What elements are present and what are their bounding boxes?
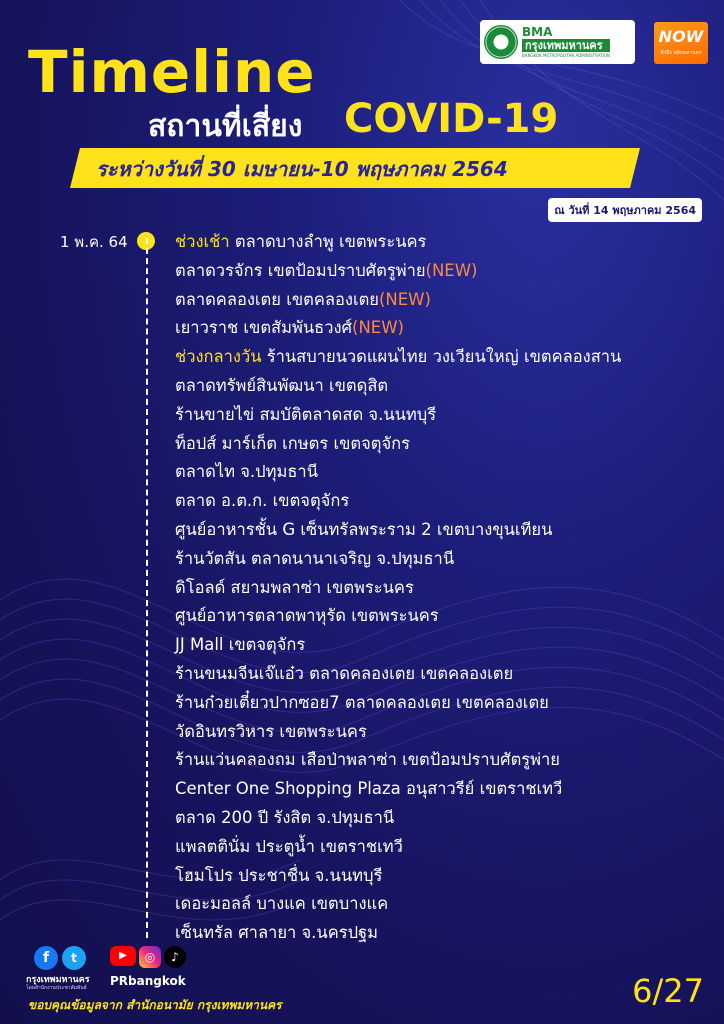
location-item xyxy=(175,314,621,343)
location-list xyxy=(175,228,621,948)
location-item xyxy=(175,545,621,574)
bma-abbr: BMA xyxy=(522,25,553,39)
time-of-day-label: ช่วงเช้า xyxy=(175,232,230,251)
location-name: ตลาดทรัพย์สินพัฒนา เขตดุสิต xyxy=(175,375,389,395)
location-item xyxy=(175,631,621,660)
location-name: ตลาดวรจักร เขตป้อมปราบศัตรูพ่าย xyxy=(175,260,426,280)
location-name: ร้านสบายนวดแผนไทย วงเวียนใหญ่ เขตคลองสาน xyxy=(266,347,622,367)
location-name: ร้านแว่นคลองถม เสือป่าพลาซ่า เขตป้อมปราบศัตรูพ่าย xyxy=(175,750,560,770)
location-name: ตลาดบางลำพู เขตพระนคร xyxy=(234,232,427,251)
footer-org-sub: โดยสำนักงานประชาสัมพันธ์ xyxy=(26,985,87,991)
location-name: JJ Mall เขตจตุจักร xyxy=(175,635,306,655)
location-name: ตลาด อ.ต.ก. เขตจตุจักร xyxy=(175,491,350,511)
location-item xyxy=(175,890,621,919)
location-name: ท็อปส์ มาร์เก็ต เกษตร เขตจตุจักร xyxy=(175,433,411,453)
location-item xyxy=(175,718,621,747)
subtitle-thai: สถานที่เสี่ยง xyxy=(148,109,303,144)
youtube-icon[interactable]: ▶ xyxy=(110,946,136,966)
bma-thai-name: กรุงเทพมหานคร xyxy=(522,39,610,52)
location-item xyxy=(175,602,621,631)
footer-org-name: กรุงเทพมหานคร xyxy=(26,975,90,985)
location-item xyxy=(175,430,621,459)
location-item xyxy=(175,574,621,603)
location-name: ร้านขายไข่ สมบัติตลาดสด จ.นนทบุรี xyxy=(175,404,437,424)
bma-logo xyxy=(480,20,635,64)
data-credit: ขอบคุณข้อมูลจาก สำนักอนามัย กรุงเทพมหานคร xyxy=(28,998,282,1012)
location-name: Center One Shopping Plaza อนุสาวรีย์ เขตราชเทวี xyxy=(175,779,563,799)
timeline-date: 1 พ.ค. 64 xyxy=(60,233,128,251)
now-logo xyxy=(654,22,708,64)
bma-seal-icon xyxy=(484,25,518,59)
location-item xyxy=(175,516,621,545)
location-item xyxy=(175,689,621,718)
location-item xyxy=(175,919,621,948)
timeline-line xyxy=(146,238,148,938)
location-item xyxy=(175,804,621,833)
location-item xyxy=(175,660,621,689)
time-of-day-label: ช่วงกลางวัน xyxy=(175,347,262,367)
as-of-badge: ณ วันที่ 14 พฤษภาคม 2564 xyxy=(548,198,702,222)
twitter-icon[interactable]: t xyxy=(62,946,86,970)
location-item xyxy=(175,775,621,804)
new-tag: (NEW) xyxy=(352,318,404,338)
location-name: แพลตตินั่ม ประตูน้ำ เขตราชเทวี xyxy=(175,836,403,856)
new-tag: (NEW) xyxy=(425,260,478,280)
page-title: Timeline xyxy=(28,38,316,106)
location-item xyxy=(175,228,621,257)
location-item xyxy=(175,257,621,286)
location-item xyxy=(175,833,621,862)
location-name: เซ็นทรัล ศาลายา จ.นครปฐม xyxy=(175,923,379,943)
location-name: ร้านวัตสัน ตลาดนานาเจริญ จ.ปทุมธานี xyxy=(175,548,455,568)
social-handle: PRbangkok xyxy=(110,974,186,988)
now-tagline: ทั่วถึง พลิกมหานคร xyxy=(660,50,702,56)
location-item xyxy=(175,487,621,516)
location-item xyxy=(175,286,621,315)
location-name: วัดอินทรวิหาร เขตพระนคร xyxy=(175,721,367,741)
location-name: ศูนย์อาหารตลาดพาหุรัด เขตพระนคร xyxy=(175,606,439,626)
page-number: 6/27 xyxy=(632,972,704,1010)
location-name: ร้านก๋วยเตี๋ยวปากซอย7 ตลาดคลองเตย เขตคลองเตย xyxy=(175,692,549,712)
location-name: ตลาดไท จ.ปทุมธานี xyxy=(175,462,318,482)
location-name: ศูนย์อาหารชั้น G เซ็นทรัลพระราม 2 เขตบางขุนเทียน xyxy=(175,519,553,539)
subtitle-covid: COVID-19 xyxy=(344,96,559,142)
location-name: ร้านขนมจีนเจ๊แอ๋ว ตลาดคลองเตย เขตคลองเตย xyxy=(175,663,514,683)
location-name: เยาวราช เขตสัมพันธวงศ์ xyxy=(175,318,353,338)
bma-english-name: BANGKOK METROPOLITAN ADMINISTRATION xyxy=(522,53,610,58)
location-name: ตลาดคลองเตย เขตคลองเตย xyxy=(175,289,379,309)
now-label: NOW xyxy=(658,27,704,46)
instagram-icon[interactable]: ◎ xyxy=(139,946,161,968)
location-name: ตลาด 200 ปี รังสิต จ.ปทุมธานี xyxy=(175,807,395,827)
location-item xyxy=(175,372,621,401)
location-item xyxy=(175,343,621,372)
location-item xyxy=(175,746,621,775)
tiktok-icon[interactable]: ♪ xyxy=(164,946,186,968)
location-item xyxy=(175,401,621,430)
date-range-text: ระหว่างวันที่ 30 เมษายน-10 พฤษภาคม 2564 xyxy=(96,157,508,181)
facebook-icon[interactable]: f xyxy=(34,946,58,970)
location-name: โฮมโปร ประชาชื่น จ.นนทบุรี xyxy=(175,865,383,885)
location-name: ดิโอลด์ สยามพลาซ่า เขตพระนคร xyxy=(175,577,414,597)
location-item xyxy=(175,862,621,891)
location-item xyxy=(175,458,621,487)
new-tag: (NEW) xyxy=(378,289,431,309)
location-name: เดอะมอลล์ บางแค เขตบางแค xyxy=(175,894,389,914)
